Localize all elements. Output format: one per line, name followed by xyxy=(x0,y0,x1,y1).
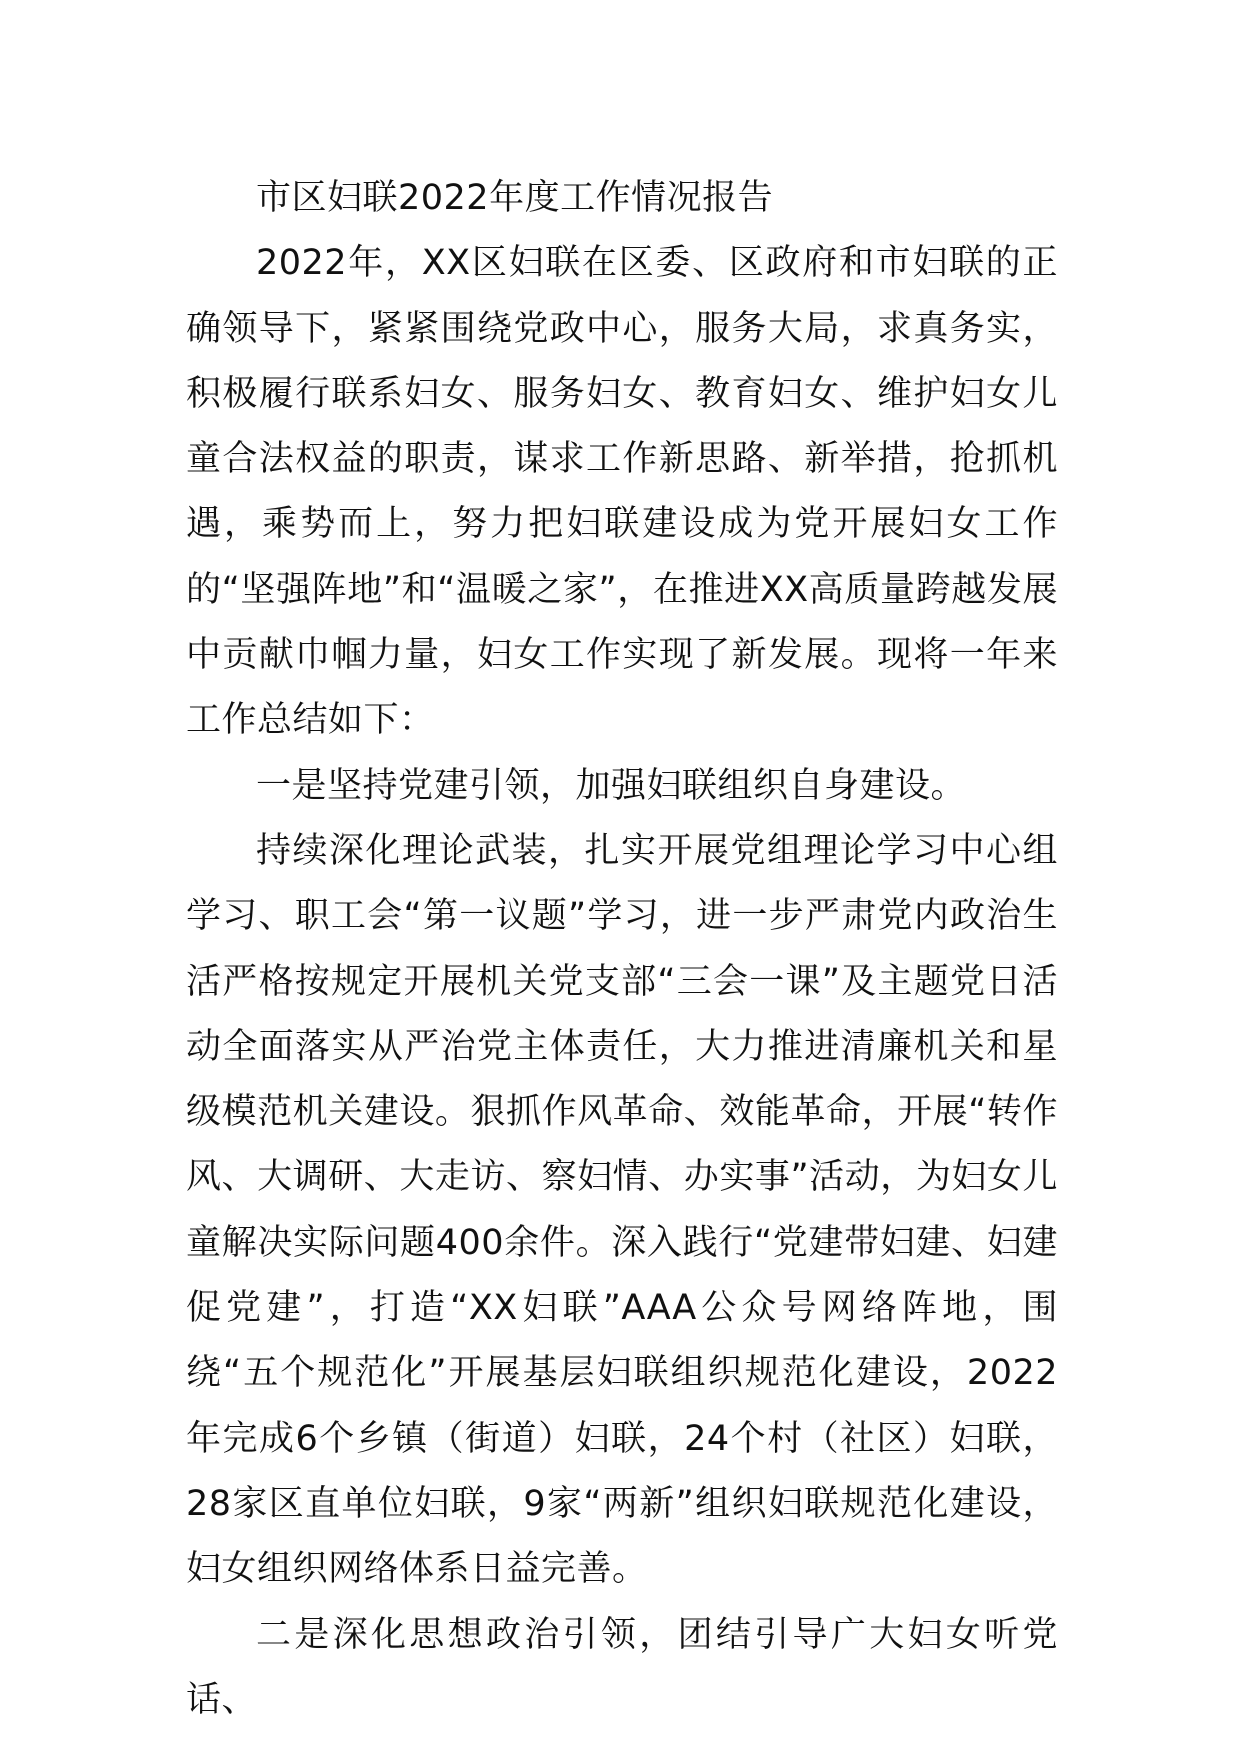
document-body xyxy=(186,166,1058,1733)
paragraph-section-1: 持续深化理论武装，扎实开展党组理论学习中心组学习、职工会“第一议题”学习，进一步严肃党内政治生活严格按规定开展机关党支部“三会一课”及主题党日活动全面落实从严治党主体责任，大力推进清廉机关和星级模范机关建设。狠抓作风革命、效能革命，开展“转作风、大调研、大走访、察妇情、办实事”活动，为妇女儿童解决实际问题400余件。深入践行“党建带妇建、妇建促党建”，打造“XX妇联”AAA公众号网络阵地，围绕“五个规范化”开展基层妇联组织规范化建设，2022年完成6个乡镇（街道）妇联，24个村（社区）妇联，28家区直单位妇联，9家“两新”组织妇联规范化建设，妇女组织网络体系日益完善。 xyxy=(186,830,1058,1590)
section-heading-1: 一是坚持党建引领，加强妇联组织自身建设。 xyxy=(256,765,967,806)
document-title: 市区妇联2022年度工作情况报告 xyxy=(256,178,774,218)
section-heading-2: 二是深化思想政治引领，团结引导广大妇女听党话、 xyxy=(186,1614,1058,1720)
paragraph-intro: 2022年，XX区妇联在区委、区政府和市妇联的正确领导下，紧紧围绕党政中心，服务大局，求真务实，积极履行联系妇女、服务妇女、教育妇女、维护妇女儿童合法权益的职责，谋求工作新思路、新举措，抢抓机遇，乘势而上，努力把妇联建设成为党开展妇女工作的“坚强阵地”和“温暖之家”，在推进XX高质量跨越发展中贡献巾帼力量，妇女工作实现了新发展。现将一年来工作总结如下： xyxy=(186,243,1058,741)
